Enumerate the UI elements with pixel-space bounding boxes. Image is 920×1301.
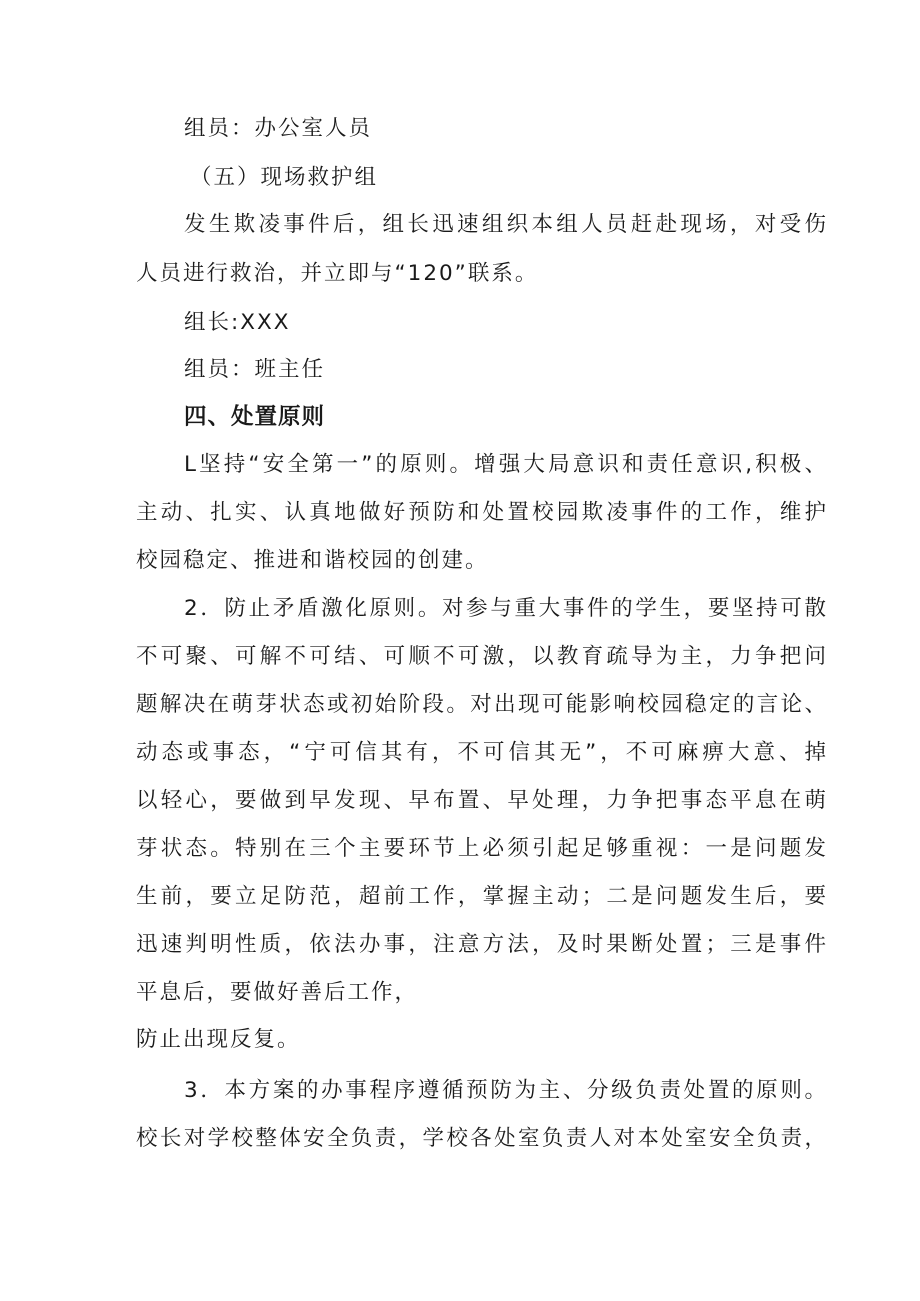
principle3-line1: 3．本方案的办事程序遵循预防为主、分级负责处置的原则。 [184,1078,826,1103]
principle2-line9: 平息后，要做好善后工作， [136,980,419,1005]
principle2-line5: 以轻心，要做到早发现、早布置、早处理，力争把事态平息在萌 [136,788,826,813]
principle1-line1: L坚持“安全第一”的原则。增强大局意识和责任意识,积极、 [184,452,826,477]
team-member-office: 组员：办公室人员 [184,116,373,141]
principle2-line6: 芽状态。特别在三个主要环节上必须引起足够重视：一是问题发 [136,836,826,861]
principle2-line1: 2．防止矛盾激化原则。对参与重大事件的学生，要坚持可散 [184,596,826,621]
principle1-line2: 主动、扎实、认真地做好预防和处置校园欺凌事件的工作，维护 [136,500,826,525]
section-heading-principles: 四、处置原则 [184,404,326,430]
principle2-line2: 不可聚、可解不可结、可顺不可激，以教育疏导为主，力争把问 [136,644,826,669]
paragraph-rescue-line2: 人员进行救治，并立即与“120”联系。 [136,261,539,286]
principle3-line2: 校长对学校整体安全负责，学校各处室负责人对本处室安全负责， [136,1126,826,1151]
team-leader: 组长:XXX [184,310,291,335]
principle2-line8: 迅速判明性质，依法办事，注意方法，及时果断处置；三是事件 [136,932,826,957]
principle2-line3: 题解决在萌芽状态或初始阶段。对出现可能影响校园稳定的言论、 [136,692,826,717]
principle2-line7: 生前，要立足防范，超前工作，掌握主动；二是问题发生后，要 [136,884,826,909]
paragraph-rescue-line1: 发生欺凌事件后，组长迅速组织本组人员赶赴现场，对受伤 [184,212,826,237]
team-member-head-teacher: 组员：班主任 [184,357,326,382]
principle2-line10: 防止出现反复。 [136,1027,301,1052]
principle1-line3: 校园稳定、推进和谐校园的创建。 [136,548,489,573]
principle2-line4: 动态或事态，“宁可信其有，不可信其无”，不可麻痹大意、掉 [136,740,826,765]
section-onsite-rescue-team: （五）现场救护组 [190,165,379,190]
